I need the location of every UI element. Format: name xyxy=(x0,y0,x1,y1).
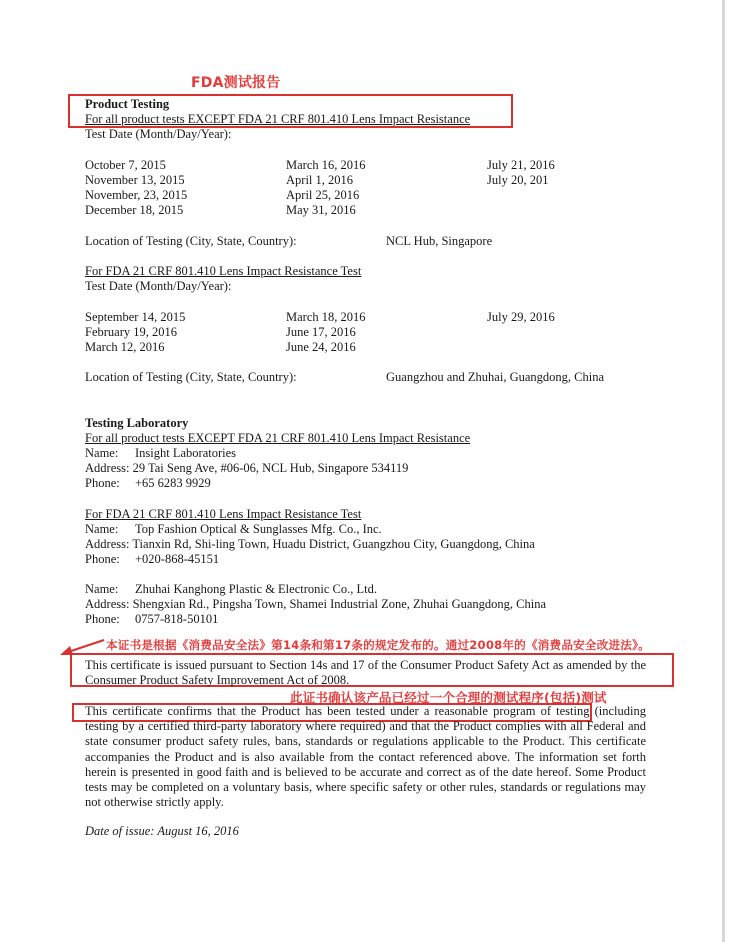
name-label: Name: xyxy=(85,582,119,596)
lab-phone-row xyxy=(85,552,219,567)
page-edge-shadow xyxy=(722,0,725,942)
testing-annotation: 此证书确认该产品已经过一个合理的测试程序(包括)测试 xyxy=(290,690,607,705)
product-testing-heading: Product Testing xyxy=(85,97,170,111)
phone-label: Phone: xyxy=(85,552,120,566)
date-of-issue: Date of issue: August 16, 2016 xyxy=(85,824,239,838)
lab-phone: +020-868-45151 xyxy=(135,552,220,566)
lab-phone: 0757-818-50101 xyxy=(135,612,219,626)
lab-phone: +65 6283 9929 xyxy=(135,476,211,490)
lab-name: Zhuhai Kanghong Plastic & Electronic Co., Ltd. xyxy=(135,582,377,596)
laboratory-subheading: For FDA 21 CRF 801.410 Lens Impact Resistance Test xyxy=(85,507,362,521)
test-date: April 1, 2016 xyxy=(286,173,354,187)
test-date: July 21, 2016 xyxy=(487,158,555,172)
location-label: Location of Testing (City, State, Country): xyxy=(85,370,297,384)
lab-phone-row xyxy=(85,476,211,491)
issued-statement: This certificate is issued pursuant to Section 14s and 17 of the Consumer Product Safety Act as amended by the Consumer Product Safety Improvement Act of 2008. xyxy=(85,658,646,688)
location-value: Guangzhou and Zhuhai, Guangdong, China xyxy=(386,370,605,384)
location-label: Location of Testing (City, State, Country): xyxy=(85,234,297,248)
test-date: October 7, 2015 xyxy=(85,158,166,172)
address-label: Address: xyxy=(85,537,130,551)
test-date: July 29, 2016 xyxy=(487,310,555,324)
test-date: March 12, 2016 xyxy=(85,340,165,354)
laboratory-subheading: For all product tests EXCEPT FDA 21 CRF 801.410 Lens Impact Resistance xyxy=(85,431,471,445)
lens-test-subheading: For FDA 21 CRF 801.410 Lens Impact Resistance Test xyxy=(85,264,362,278)
name-label: Name: xyxy=(85,446,119,460)
test-date-label: Test Date (Month/Day/Year): xyxy=(85,279,232,293)
test-date: June 24, 2016 xyxy=(286,340,356,354)
law-annotation: 本证书是根据《消费品安全法》第14条和第17条的规定发布的。通过2008年的《消费品安全改进法》。 xyxy=(106,638,650,652)
name-label: Name: xyxy=(85,522,119,536)
lab-address: Shengxian Rd., Pingsha Town, Shamei Industrial Zone, Zhuhai Guangdong, China xyxy=(132,597,547,611)
lab-address-row xyxy=(85,597,546,612)
phone-label: Phone: xyxy=(85,476,120,490)
test-date: April 25, 2016 xyxy=(286,188,360,202)
location-value: NCL Hub, Singapore xyxy=(386,234,493,248)
lab-address: Tianxin Rd, Shi-ling Town, Huadu District, Guangzhou City, Guangdong, China xyxy=(132,537,535,551)
lab-name-row xyxy=(85,582,377,597)
product-testing-subheading: For all product tests EXCEPT FDA 21 CRF 801.410 Lens Impact Resistance xyxy=(85,112,471,126)
testing-laboratory-heading: Testing Laboratory xyxy=(85,416,189,430)
test-date: June 17, 2016 xyxy=(286,325,356,339)
lab-phone-row xyxy=(85,612,218,627)
test-date: July 20, 201 xyxy=(487,173,549,187)
test-date: December 18, 2015 xyxy=(85,203,184,217)
phone-label: Phone: xyxy=(85,612,120,626)
lab-name: Top Fashion Optical & Sunglasses Mfg. Co., Inc. xyxy=(135,522,382,536)
test-date: March 16, 2016 xyxy=(286,158,366,172)
lab-name: Insight Laboratories xyxy=(135,446,237,460)
lab-address: 29 Tai Seng Ave, #06-06, NCL Hub, Singapore 534119 xyxy=(132,461,409,475)
address-label: Address: xyxy=(85,597,130,611)
test-date: November 13, 2015 xyxy=(85,173,185,187)
test-date: May 31, 2016 xyxy=(286,203,356,217)
lab-address-row xyxy=(85,461,408,476)
address-label: Address: xyxy=(85,461,130,475)
fda-report-annotation: FDA测试报告 xyxy=(191,75,281,91)
test-date: February 19, 2016 xyxy=(85,325,177,339)
test-date: March 18, 2016 xyxy=(286,310,366,324)
confirmation-paragraph: This certificate confirms that the Product has been tested under a reasonable program of testing (including testing by a certified third-party laboratory where required) and that the Product complies with all Federal and state consumer product safety rules, bans, standards or regulations applicable to the Product. This certificate accompanies the Product and is also available from the contact referenced above. The information set forth herein is presented in good faith and is believed to be accurate and correct as of the date hereof. Some Product tests may be completed on a voluntary basis, where specific safety or other rules, standards or regulations may not otherwise strictly apply. xyxy=(85,704,646,810)
lab-name-row xyxy=(85,522,382,537)
test-date: November, 23, 2015 xyxy=(85,188,188,202)
test-date-label: Test Date (Month/Day/Year): xyxy=(85,127,232,141)
test-date: September 14, 2015 xyxy=(85,310,186,324)
lab-address-row xyxy=(85,537,535,552)
lab-name-row xyxy=(85,446,236,461)
